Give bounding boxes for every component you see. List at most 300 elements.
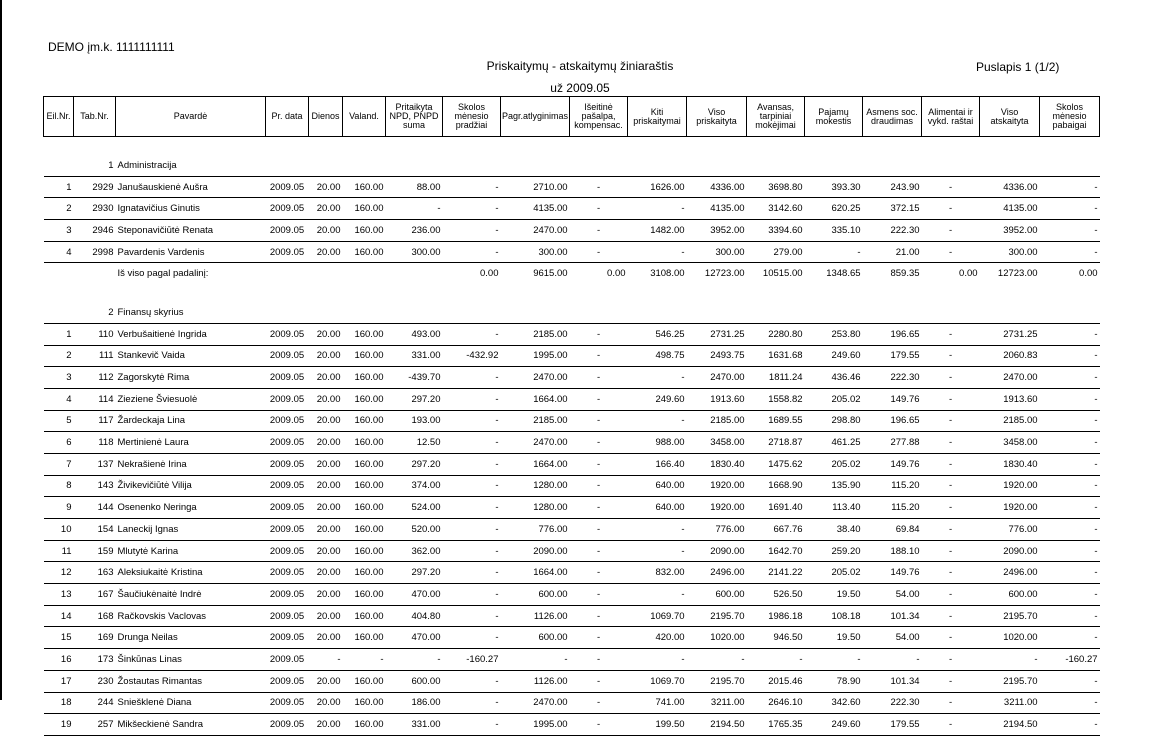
table-cell: - bbox=[570, 323, 628, 345]
table-cell: 2185.00 bbox=[501, 323, 570, 345]
table-cell: 137 bbox=[74, 453, 116, 475]
table-cell: - bbox=[570, 198, 628, 220]
total-value: 3108.00 bbox=[650, 268, 685, 280]
report-period: už 2009.05 bbox=[550, 81, 610, 95]
table-cell: 4135.00 bbox=[980, 198, 1040, 220]
table-cell: 2009.05 bbox=[266, 627, 309, 649]
table-cell: - bbox=[922, 388, 980, 410]
table-cell: 470.00 bbox=[386, 627, 443, 649]
table-cell: 946.50 bbox=[747, 627, 805, 649]
table-cell: 160.00 bbox=[343, 176, 386, 198]
table-cell: 2009.05 bbox=[266, 453, 309, 475]
table-cell: 3142.60 bbox=[747, 198, 805, 220]
table-cell: - bbox=[628, 241, 687, 263]
table-cell: - bbox=[628, 367, 687, 389]
table-cell: 2470.00 bbox=[501, 432, 570, 454]
table-cell: 222.30 bbox=[863, 692, 922, 714]
table-cell: 2009.05 bbox=[266, 388, 309, 410]
table-cell: 470.00 bbox=[386, 584, 443, 606]
table-cell: 186.00 bbox=[386, 692, 443, 714]
table-cell: 546.25 bbox=[628, 323, 687, 345]
table-cell: - bbox=[628, 540, 687, 562]
table-cell: 160.00 bbox=[343, 323, 386, 345]
table-cell: 54.00 bbox=[863, 584, 922, 606]
table-cell: - bbox=[443, 670, 501, 692]
table-cell: 3211.00 bbox=[687, 692, 747, 714]
table-cell: 19.50 bbox=[805, 627, 863, 649]
total-value: 859.35 bbox=[890, 268, 920, 280]
table-cell: - bbox=[443, 198, 501, 220]
table-cell: 20.00 bbox=[309, 176, 343, 198]
table-cell: - bbox=[922, 198, 980, 220]
table-cell: - bbox=[570, 410, 628, 432]
total-value: 0.00 bbox=[607, 268, 626, 280]
table-row bbox=[44, 241, 1100, 263]
table-cell: - bbox=[628, 584, 687, 606]
table-cell: 244 bbox=[74, 692, 116, 714]
table-cell: 1020.00 bbox=[980, 627, 1040, 649]
table-row bbox=[44, 670, 1100, 692]
table-cell: 1664.00 bbox=[501, 388, 570, 410]
table-cell: 4 bbox=[44, 241, 74, 263]
table-cell: 2930 bbox=[74, 198, 116, 220]
table-cell: - bbox=[922, 670, 980, 692]
column-header: Kiti priskaitymai bbox=[628, 97, 687, 137]
table-cell: - bbox=[570, 220, 628, 242]
table-cell: 2195.70 bbox=[687, 605, 747, 627]
table-cell: - bbox=[443, 497, 501, 519]
table-cell: 1765.35 bbox=[747, 714, 805, 736]
table-cell: 257 bbox=[74, 714, 116, 736]
table-cell: - bbox=[570, 475, 628, 497]
table-cell: - bbox=[1040, 670, 1100, 692]
table-cell: 2009.05 bbox=[266, 323, 309, 345]
table-cell: 1 bbox=[44, 323, 74, 345]
table-cell: - bbox=[922, 692, 980, 714]
table-cell: - bbox=[570, 605, 628, 627]
table-cell: 2195.70 bbox=[687, 670, 747, 692]
page-indicator: Puslapis 1 (1/2) bbox=[976, 60, 1060, 74]
table-cell: - bbox=[922, 410, 980, 432]
table-cell: 2009.05 bbox=[266, 432, 309, 454]
table-row bbox=[44, 562, 1100, 584]
table-cell: - bbox=[1040, 562, 1100, 584]
table-cell: 159 bbox=[74, 540, 116, 562]
section-number: 2 bbox=[74, 302, 116, 323]
total-value: 12723.00 bbox=[704, 268, 745, 280]
table-cell: 160.00 bbox=[343, 692, 386, 714]
table-cell: 5 bbox=[44, 410, 74, 432]
table-cell: Zieziene Šviesuolė bbox=[116, 388, 266, 410]
table-cell: 2493.75 bbox=[687, 345, 747, 367]
table-cell: 393.30 bbox=[805, 176, 863, 198]
column-header: Asmens soc. draudimas bbox=[863, 97, 922, 137]
table-cell: 108.18 bbox=[805, 605, 863, 627]
table-cell: -160.27 bbox=[443, 649, 501, 671]
table-cell: - bbox=[570, 432, 628, 454]
table-cell: - bbox=[443, 453, 501, 475]
table-cell: Verbušaitienė Ingrida bbox=[116, 323, 266, 345]
table-cell: - bbox=[443, 519, 501, 541]
table-cell: 1913.60 bbox=[687, 388, 747, 410]
table-cell: 1811.24 bbox=[747, 367, 805, 389]
section-number: 1 bbox=[74, 155, 116, 176]
table-cell: 12.50 bbox=[386, 432, 443, 454]
table-row bbox=[44, 605, 1100, 627]
table-row bbox=[44, 345, 1100, 367]
table-cell: 20.00 bbox=[309, 453, 343, 475]
table-cell: 2009.05 bbox=[266, 198, 309, 220]
table-cell: - bbox=[980, 649, 1040, 671]
table-cell: - bbox=[1040, 714, 1100, 736]
table-header bbox=[44, 97, 1100, 137]
table-cell: - bbox=[443, 241, 501, 263]
table-cell: 1475.62 bbox=[747, 453, 805, 475]
table-cell: - bbox=[922, 714, 980, 736]
table-cell: 1482.00 bbox=[628, 220, 687, 242]
table-cell: 279.00 bbox=[747, 241, 805, 263]
table-cell: 2946 bbox=[74, 220, 116, 242]
table-row bbox=[44, 198, 1100, 220]
table-cell: - bbox=[570, 562, 628, 584]
table-cell: - bbox=[922, 649, 980, 671]
table-cell: 3698.80 bbox=[747, 176, 805, 198]
table-cell: 13 bbox=[44, 584, 74, 606]
table-cell: - bbox=[747, 649, 805, 671]
table-cell: 297.20 bbox=[386, 388, 443, 410]
table-cell: 196.65 bbox=[863, 410, 922, 432]
table-cell: 2470.00 bbox=[687, 367, 747, 389]
table-cell: 20.00 bbox=[309, 388, 343, 410]
table-row bbox=[44, 497, 1100, 519]
table-cell: Zagorskytė Rima bbox=[116, 367, 266, 389]
table-cell: 2009.05 bbox=[266, 367, 309, 389]
table-cell: 199.50 bbox=[628, 714, 687, 736]
table-cell: 2009.05 bbox=[266, 345, 309, 367]
table-cell: 2731.25 bbox=[980, 323, 1040, 345]
table-cell: 1913.60 bbox=[980, 388, 1040, 410]
table-cell: Laneckij Ignas bbox=[116, 519, 266, 541]
table-cell: - bbox=[443, 627, 501, 649]
table-cell: - bbox=[1040, 453, 1100, 475]
table-cell: - bbox=[922, 584, 980, 606]
table-cell: 20.00 bbox=[309, 519, 343, 541]
table-cell: 300.00 bbox=[501, 241, 570, 263]
table-cell: 4336.00 bbox=[687, 176, 747, 198]
table-cell: - bbox=[1040, 584, 1100, 606]
table-cell: - bbox=[443, 410, 501, 432]
table-cell: 2470.00 bbox=[501, 220, 570, 242]
total-spacer bbox=[44, 263, 116, 284]
table-cell: - bbox=[1040, 432, 1100, 454]
table-cell: 4135.00 bbox=[687, 198, 747, 220]
table-cell: 20.00 bbox=[309, 605, 343, 627]
table-cell: Janušauskienė Aušra bbox=[116, 176, 266, 198]
table-cell: - bbox=[922, 497, 980, 519]
table-cell: 374.00 bbox=[386, 475, 443, 497]
table-cell: 600.00 bbox=[501, 584, 570, 606]
table-cell: - bbox=[922, 367, 980, 389]
table-cell: 1920.00 bbox=[980, 497, 1040, 519]
table-cell: - bbox=[922, 475, 980, 497]
table-cell: 167 bbox=[74, 584, 116, 606]
table-cell: 1830.40 bbox=[980, 453, 1040, 475]
column-header: Tab.Nr. bbox=[74, 97, 116, 137]
table-cell: 188.10 bbox=[863, 540, 922, 562]
table-cell: Žostautas Rimantas bbox=[116, 670, 266, 692]
section-name: Finansų skyrius bbox=[116, 302, 1100, 323]
table-cell: - bbox=[805, 241, 863, 263]
table-row bbox=[44, 176, 1100, 198]
table-cell: 144 bbox=[74, 497, 116, 519]
table-cell: 2185.00 bbox=[501, 410, 570, 432]
table-cell: 342.60 bbox=[805, 692, 863, 714]
table-cell: 1920.00 bbox=[687, 497, 747, 519]
table-row bbox=[44, 220, 1100, 242]
table-cell: 8 bbox=[44, 475, 74, 497]
table-cell: 101.34 bbox=[863, 605, 922, 627]
table-cell: 222.30 bbox=[863, 367, 922, 389]
table-cell: 2194.50 bbox=[980, 714, 1040, 736]
table-row bbox=[44, 475, 1100, 497]
table-cell: 114 bbox=[74, 388, 116, 410]
table-cell: 230 bbox=[74, 670, 116, 692]
table-cell: 1664.00 bbox=[501, 453, 570, 475]
table-cell: 2090.00 bbox=[687, 540, 747, 562]
table-cell: 520.00 bbox=[386, 519, 443, 541]
table-cell: - bbox=[443, 176, 501, 198]
table-cell: 1664.00 bbox=[501, 562, 570, 584]
table-cell: - bbox=[443, 605, 501, 627]
table-cell: - bbox=[922, 540, 980, 562]
table-cell: - bbox=[922, 562, 980, 584]
table-cell: 7 bbox=[44, 453, 74, 475]
section-spacer-cell bbox=[44, 155, 74, 176]
table-cell: 2009.05 bbox=[266, 649, 309, 671]
table-cell: 163 bbox=[74, 562, 116, 584]
table-cell: - bbox=[501, 649, 570, 671]
table-cell: - bbox=[1040, 497, 1100, 519]
table-cell: Drunga Neilas bbox=[116, 627, 266, 649]
table-cell: 160.00 bbox=[343, 388, 386, 410]
table-cell: - bbox=[443, 432, 501, 454]
table-cell: - bbox=[443, 714, 501, 736]
table-cell: 2009.05 bbox=[266, 497, 309, 519]
table-row bbox=[44, 367, 1100, 389]
table-cell: 249.60 bbox=[805, 345, 863, 367]
table-cell: 2090.00 bbox=[980, 540, 1040, 562]
table-cell: 249.60 bbox=[805, 714, 863, 736]
table-cell: 620.25 bbox=[805, 198, 863, 220]
table-cell: 461.25 bbox=[805, 432, 863, 454]
table-cell: 4135.00 bbox=[501, 198, 570, 220]
table-cell: - bbox=[1040, 367, 1100, 389]
table-cell: 404.80 bbox=[386, 605, 443, 627]
table-cell: - bbox=[628, 649, 687, 671]
table-cell: 69.84 bbox=[863, 519, 922, 541]
total-value: 0.00 bbox=[959, 268, 978, 280]
table-cell: 2195.70 bbox=[980, 605, 1040, 627]
table-cell: 253.80 bbox=[805, 323, 863, 345]
table-cell: 115.20 bbox=[863, 497, 922, 519]
column-header: Alimentai ir vykd. raštai bbox=[922, 97, 980, 137]
table-cell: Osenenko Neringa bbox=[116, 497, 266, 519]
table-cell: 4336.00 bbox=[980, 176, 1040, 198]
table-cell: 115.20 bbox=[863, 475, 922, 497]
table-cell: Ignatavičius Ginutis bbox=[116, 198, 266, 220]
table-cell: 1995.00 bbox=[501, 345, 570, 367]
table-cell: - bbox=[443, 540, 501, 562]
section-spacer-cell bbox=[44, 302, 74, 323]
table-cell: 160.00 bbox=[343, 367, 386, 389]
table-cell: - bbox=[443, 323, 501, 345]
table-cell: 2015.46 bbox=[747, 670, 805, 692]
table-cell: 331.00 bbox=[386, 714, 443, 736]
table-row bbox=[44, 410, 1100, 432]
table-cell: 300.00 bbox=[386, 241, 443, 263]
table-cell: 2009.05 bbox=[266, 176, 309, 198]
table-cell: - bbox=[687, 649, 747, 671]
table-cell: 149.76 bbox=[863, 562, 922, 584]
column-header: Viso atskaityta bbox=[980, 97, 1040, 137]
column-header: Skolos mėnesio pabaigai bbox=[1040, 97, 1100, 137]
table-cell: 149.76 bbox=[863, 388, 922, 410]
table-cell: - bbox=[922, 220, 980, 242]
table-cell: 20.00 bbox=[309, 323, 343, 345]
table-cell: 1986.18 bbox=[747, 605, 805, 627]
table-cell: - bbox=[443, 562, 501, 584]
table-cell: 600.00 bbox=[386, 670, 443, 692]
table-cell: 205.02 bbox=[805, 453, 863, 475]
table-cell: -160.27 bbox=[1040, 649, 1100, 671]
table-cell: 2009.05 bbox=[266, 670, 309, 692]
table-cell: 331.00 bbox=[386, 345, 443, 367]
table-cell: - bbox=[863, 649, 922, 671]
table-cell: 149.76 bbox=[863, 453, 922, 475]
column-header: Dienos bbox=[309, 97, 343, 137]
table-cell: 10 bbox=[44, 519, 74, 541]
table-cell: 6 bbox=[44, 432, 74, 454]
table-cell: 20.00 bbox=[309, 198, 343, 220]
table-cell: 249.60 bbox=[628, 388, 687, 410]
table-cell: 160.00 bbox=[343, 714, 386, 736]
table-cell: 205.02 bbox=[805, 388, 863, 410]
table-cell: 2646.10 bbox=[747, 692, 805, 714]
table-cell: 20.00 bbox=[309, 540, 343, 562]
table-cell: 1920.00 bbox=[980, 475, 1040, 497]
table-row bbox=[44, 714, 1100, 736]
table-cell: 118 bbox=[74, 432, 116, 454]
table-cell: -439.70 bbox=[386, 367, 443, 389]
table-cell: - bbox=[922, 345, 980, 367]
table-cell: - bbox=[922, 605, 980, 627]
table-row bbox=[44, 649, 1100, 671]
table-cell: 362.00 bbox=[386, 540, 443, 562]
table-cell: 2009.05 bbox=[266, 220, 309, 242]
table-cell: 372.15 bbox=[863, 198, 922, 220]
table-cell: 38.40 bbox=[805, 519, 863, 541]
table-cell: 3952.00 bbox=[980, 220, 1040, 242]
table-cell: 600.00 bbox=[501, 627, 570, 649]
table-cell: 277.88 bbox=[863, 432, 922, 454]
table-cell: 2710.00 bbox=[501, 176, 570, 198]
table-cell: 300.00 bbox=[687, 241, 747, 263]
table-cell: 2009.05 bbox=[266, 241, 309, 263]
table-row bbox=[44, 453, 1100, 475]
payroll-table bbox=[43, 96, 1100, 736]
table-cell: - bbox=[443, 584, 501, 606]
table-cell: 12 bbox=[44, 562, 74, 584]
table-cell: 298.80 bbox=[805, 410, 863, 432]
column-header: Viso priskaityta bbox=[687, 97, 747, 137]
total-value: 0.00 bbox=[1079, 268, 1098, 280]
table-cell: - bbox=[1040, 540, 1100, 562]
table-cell: 2141.22 bbox=[747, 562, 805, 584]
table-cell: - bbox=[1040, 198, 1100, 220]
report-title: Priskaitymų - atskaitymų žiniaraštis bbox=[486, 59, 674, 73]
table-cell: 16 bbox=[44, 649, 74, 671]
table-cell: - bbox=[309, 649, 343, 671]
table-cell: 112 bbox=[74, 367, 116, 389]
column-header: Pajamų mokestis bbox=[805, 97, 863, 137]
table-cell: 988.00 bbox=[628, 432, 687, 454]
table-cell: 110 bbox=[74, 323, 116, 345]
table-cell: - bbox=[570, 345, 628, 367]
table-cell: - bbox=[1040, 345, 1100, 367]
table-cell: 160.00 bbox=[343, 220, 386, 242]
table-cell: 2009.05 bbox=[266, 692, 309, 714]
table-cell: - bbox=[922, 432, 980, 454]
table-cell: 2 bbox=[44, 198, 74, 220]
table-cell: - bbox=[570, 241, 628, 263]
table-cell: - bbox=[570, 627, 628, 649]
table-cell: 4 bbox=[44, 388, 74, 410]
table-cell: 193.00 bbox=[386, 410, 443, 432]
table-cell: 524.00 bbox=[386, 497, 443, 519]
table-cell: 2009.05 bbox=[266, 714, 309, 736]
table-cell: - bbox=[570, 388, 628, 410]
section-name: Administracija bbox=[116, 155, 1100, 176]
total-value: 1348.65 bbox=[826, 268, 861, 280]
table-row bbox=[44, 540, 1100, 562]
table-cell: - bbox=[570, 176, 628, 198]
table-cell: 2731.25 bbox=[687, 323, 747, 345]
table-cell: - bbox=[570, 670, 628, 692]
table-cell: - bbox=[922, 323, 980, 345]
table-cell: 600.00 bbox=[980, 584, 1040, 606]
table-cell: 1069.70 bbox=[628, 670, 687, 692]
table-cell: 2718.87 bbox=[747, 432, 805, 454]
table-cell: Račkovskis Vaclovas bbox=[116, 605, 266, 627]
table-cell: - bbox=[570, 692, 628, 714]
spacer-cell bbox=[44, 137, 1100, 156]
table-cell: 1689.55 bbox=[747, 410, 805, 432]
section-row bbox=[44, 155, 1100, 176]
table-cell: 135.90 bbox=[805, 475, 863, 497]
table-row bbox=[44, 692, 1100, 714]
table-cell: 2185.00 bbox=[687, 410, 747, 432]
table-cell: 1020.00 bbox=[687, 627, 747, 649]
table-cell: - bbox=[922, 519, 980, 541]
table-cell: Mlutytė Karina bbox=[116, 540, 266, 562]
table-cell: 2009.05 bbox=[266, 562, 309, 584]
table-cell: 2195.70 bbox=[980, 670, 1040, 692]
table-cell: - bbox=[386, 198, 443, 220]
table-cell: 117 bbox=[74, 410, 116, 432]
table-cell: 3 bbox=[44, 220, 74, 242]
table-cell: 297.20 bbox=[386, 453, 443, 475]
table-cell: 667.76 bbox=[747, 519, 805, 541]
